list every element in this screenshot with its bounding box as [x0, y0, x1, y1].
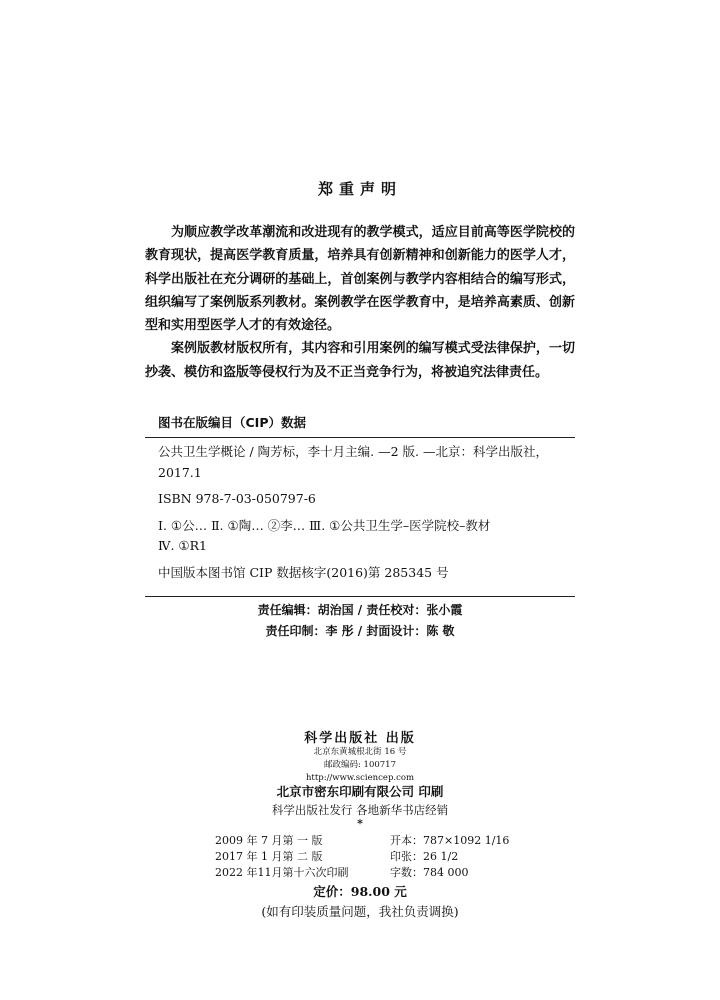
- cip-heading: 图书在版编目（CIP）数据: [158, 415, 306, 430]
- notice-paragraph-2: 案例版教材版权所有，其内容和引用案例的编写模式受法律保护，一切抄袭、模仿和盗版等侵权行为及不正当竞争行为，将被追究法律责任。: [145, 341, 575, 380]
- cip-bottom-rule: [145, 596, 575, 597]
- edition-row: [215, 848, 509, 864]
- editors-line-2: 责任印制：李 彤 / 封面设计：陈 敬: [265, 624, 455, 638]
- cip-data-block: [158, 442, 573, 583]
- edition-spec: 印张：26 1/2: [390, 850, 459, 863]
- cip-subject-line-1: Ⅰ. ①公… Ⅱ. ①陶… ②李… Ⅲ. ①公共卫生学–医学院校–教材: [158, 517, 491, 533]
- edition-date: 2017 年 1 月第 二 版: [215, 850, 323, 863]
- cip-top-rule: [145, 437, 575, 438]
- edition-table: [215, 832, 509, 880]
- edition-date: 2022 年11月第十六次印刷: [215, 866, 349, 879]
- cip-record-number: 中国版本图书馆 CIP 数据核字(2016)第 285345 号: [158, 564, 449, 580]
- distribution-line: 科学出版社发行 各地新华书店经销: [271, 803, 449, 817]
- cip-year-line: 2017.1: [158, 464, 202, 480]
- notice-paragraph-1: 为顺应教学改革潮流和改进现有的教学模式，适应目前高等医学院校的教育现状，提高医学教育质量，培养具有创新精神和创新能力的医学人才，科学出版社在充分调研的基础上，首创案例与教学内容相结合的编写形式，组织编写了案例版系列教材。案例教学在医学教育中，是培养高素质、创新型和实用型医学人才的有效途径。: [145, 225, 575, 334]
- publisher-postcode: 邮政编码: 100717: [323, 760, 396, 770]
- cip-subject-line-2: Ⅳ. ①R1: [158, 538, 208, 553]
- publisher-url: http://www.sciencep.com: [305, 773, 415, 783]
- cip-title-line: 公共卫生学概论 / 陶芳标，李十月主编. —2 版. —北京：科学出版社，: [158, 444, 548, 459]
- publisher-name: 科学出版社 出版: [304, 731, 416, 746]
- price: 定价：98.00 元: [313, 884, 407, 899]
- edition-row: [215, 864, 509, 880]
- edition-row: [215, 832, 509, 848]
- editors-line-1: 责任编辑：胡治国 / 责任校对：张小霞: [257, 603, 463, 617]
- replacement-note: (如有印装质量问题，我社负责调换): [261, 904, 459, 919]
- publisher-address: 北京东黄城根北街 16 号: [313, 747, 407, 757]
- printer-name: 北京市密东印刷有限公司 印刷: [276, 784, 444, 799]
- editors-block: [0, 600, 720, 642]
- edition-spec: 开本：787×1092 1/16: [390, 834, 510, 847]
- cip-isbn: ISBN 978-7-03-050797-6: [158, 491, 316, 506]
- edition-date: 2009 年 7 月第 一 版: [215, 834, 323, 847]
- edition-spec: 字数：784 000: [390, 866, 469, 879]
- notice-body: [145, 221, 575, 384]
- notice-title: 郑重声明: [317, 180, 402, 198]
- separator-star: *: [357, 817, 363, 830]
